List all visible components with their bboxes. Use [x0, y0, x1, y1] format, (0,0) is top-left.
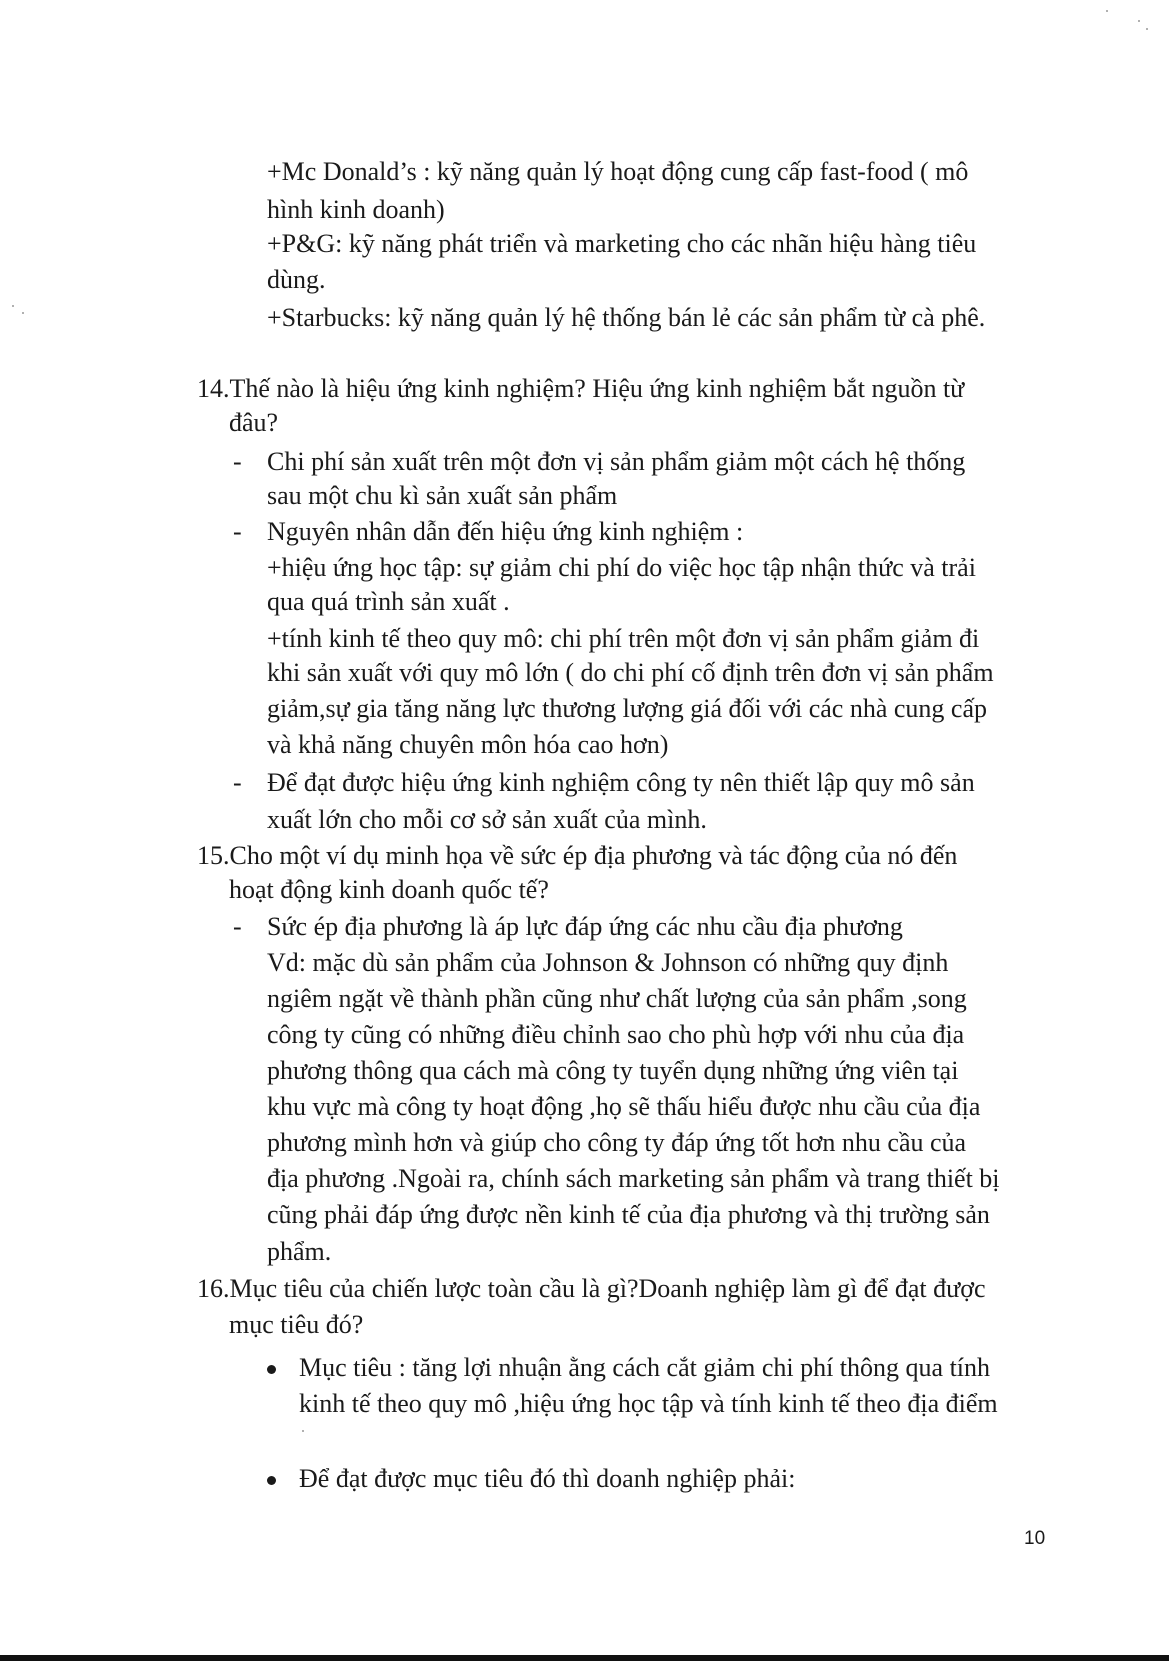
question-16-title: 16.Mục tiêu của chiến lược toàn cầu là gì?Doanh nghiệp làm gì để đạt được [197, 1274, 986, 1303]
list-dash: - [233, 768, 242, 797]
question-14-title: đâu? [229, 408, 279, 437]
list-item: khu vực mà công ty hoạt động ,họ sẽ thấu hiểu được nhu cầu của địa [267, 1092, 981, 1121]
scan-speck [12, 305, 14, 307]
list-item: phẩm. [267, 1237, 332, 1266]
list-item: qua quá trình sản xuất . [267, 587, 510, 616]
list-item: Mục tiêu : tăng lợi nhuận ằng cách cắt giảm chi phí thông qua tính [299, 1353, 991, 1382]
list-item: Nguyên nhân dẫn đến hiệu ứng kinh nghiệm : [267, 517, 744, 546]
list-item: khi sản xuất với quy mô lớn ( do chi phí cố định trên đơn vị sản phẩm [267, 658, 994, 687]
question-14-title: 14.Thế nào là hiệu ứng kinh nghiệm? Hiệu ứng kinh nghiệm bắt nguồn từ [197, 374, 965, 403]
list-item: xuất lớn cho mỗi cơ sở sản xuất của mình. [267, 805, 707, 834]
list-item: ngiêm ngặt về thành phần cũng như chất lượng của sản phẩm ,song [267, 984, 967, 1013]
intro-line: hình kinh doanh) [267, 195, 445, 224]
intro-line: +Starbucks: kỹ năng quản lý hệ thống bán lẻ các sản phẩm từ cà phê. [267, 303, 986, 332]
scan-edge [0, 1655, 1169, 1661]
list-item: công ty cũng có những điều chỉnh sao cho phù hợp với nhu của địa [267, 1020, 965, 1049]
list-dash: - [233, 447, 242, 476]
list-item: Sức ép địa phương là áp lực đáp ứng các nhu cầu địa phương [267, 912, 903, 941]
question-15-title: 15.Cho một ví dụ minh họa về sức ép địa phương và tác động của nó đến [197, 841, 958, 870]
list-item: Vd: mặc dù sản phẩm của Johnson & Johnson có những quy định [267, 948, 949, 977]
list-item: +tính kinh tế theo quy mô: chi phí trên một đơn vị sản phẩm giảm đi [267, 624, 980, 653]
intro-line: dùng. [267, 265, 326, 294]
list-item: địa phương .Ngoài ra, chính sách marketing sản phẩm và trang thiết bị [267, 1164, 1000, 1193]
list-item: sau một chu kì sản xuất sản phẩm [267, 481, 618, 510]
scan-speck [1146, 28, 1148, 30]
scan-speck [22, 312, 24, 314]
list-item: Chi phí sản xuất trên một đơn vị sản phẩm giảm một cách hệ thống [267, 447, 966, 476]
bullet-icon [267, 1365, 276, 1374]
question-15-title: hoạt động kinh doanh quốc tế? [229, 875, 549, 904]
scan-speck [1106, 10, 1108, 12]
scan-speck [1138, 20, 1140, 22]
list-item: phương thông qua cách mà công ty tuyển dụng những ứng viên tại [267, 1056, 959, 1085]
list-item: kinh tế theo quy mô ,hiệu ứng học tập và tính kinh tế theo địa điểm [299, 1389, 998, 1418]
list-item: Để đạt được mục tiêu đó thì doanh nghiệp phải: [299, 1464, 796, 1493]
question-16-title: mục tiêu đó? [229, 1310, 364, 1339]
list-item: cũng phải đáp ứng được nền kinh tế của địa phương và thị trường sản [267, 1200, 990, 1229]
list-dash: - [233, 912, 242, 941]
list-item: phương mình hơn và giúp cho công ty đáp ứng tốt hơn nhu cầu của [267, 1128, 967, 1157]
list-item: +hiệu ứng học tập: sự giảm chi phí do việc học tập nhận thức và trải [267, 553, 976, 582]
list-item: giảm,sự gia tăng năng lực thương lượng giá đối với các nhà cung cấp [267, 694, 987, 723]
list-item: Để đạt được hiệu ứng kinh nghiệm công ty nên thiết lập quy mô sản [267, 768, 975, 797]
page-number: 10 [1024, 1528, 1046, 1549]
list-dash: - [233, 517, 242, 546]
intro-line: +P&G: kỹ năng phát triển và marketing cho các nhãn hiệu hàng tiêu [267, 229, 977, 258]
intro-line: +Mc Donald’s : kỹ năng quản lý hoạt động cung cấp fast-food ( mô [267, 157, 969, 186]
list-item: và khả năng chuyên môn hóa cao hơn) [267, 730, 669, 759]
bullet-icon [267, 1476, 276, 1485]
scan-speck [302, 1430, 304, 1432]
